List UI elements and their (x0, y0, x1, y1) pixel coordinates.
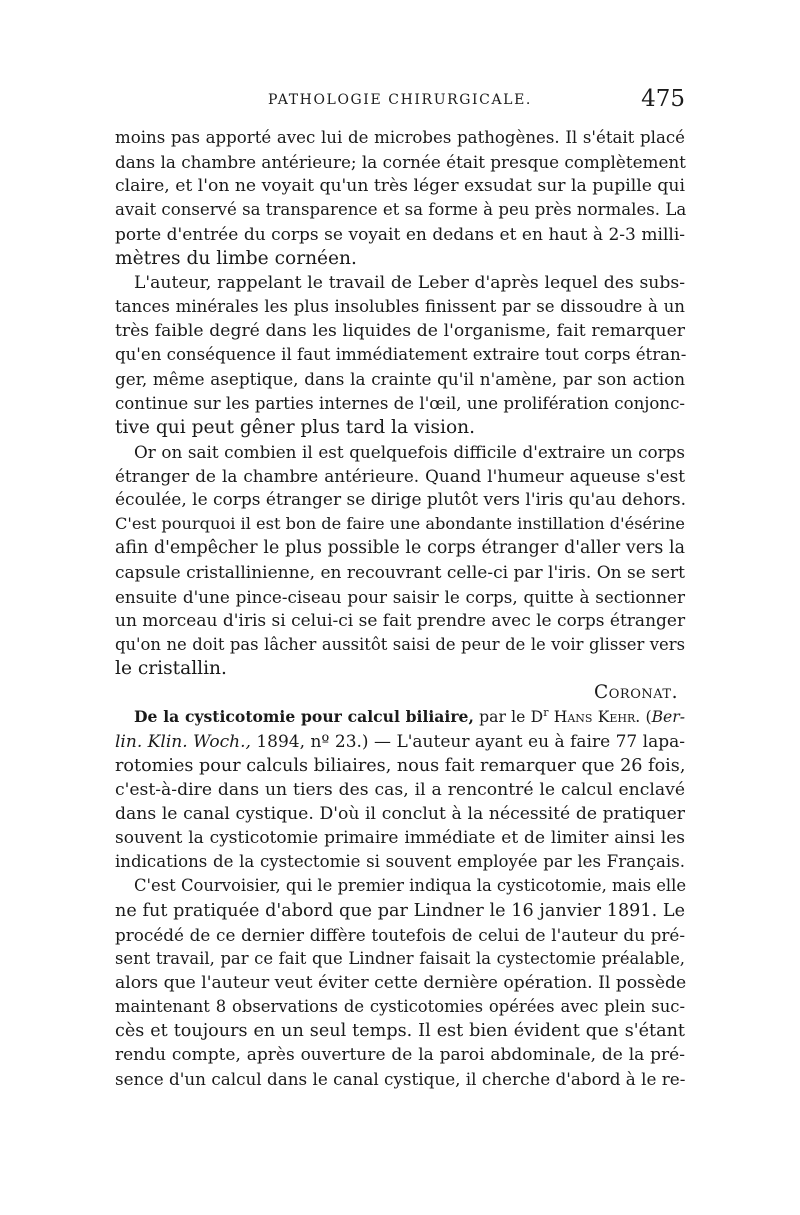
text-line: moins pas apporté avec lui de microbes pathogènes. Il s'était placé (115, 128, 685, 147)
text-line: avait conservé sa transparence et sa forme à peu près normales. La (115, 200, 687, 220)
text-line: écoulée, le corps étranger se dirige plutôt vers l'iris qu'au dehors. (115, 490, 687, 511)
author-name: Hans Kehr. (548, 708, 641, 727)
text-line: tive qui peut gêner plus tard la vision. (115, 416, 476, 438)
article-body (115, 126, 685, 1092)
text-line: qu'en conséquence il faut immédiatement extraire tout corps étran- (115, 345, 687, 365)
paragraph-2 (115, 271, 685, 440)
text-line: mètres du limbe cornéen. (115, 247, 357, 269)
text-line (115, 705, 685, 729)
text-line: cès et toujours en un seul temps. Il est bien évident que s'étant (115, 1021, 685, 1042)
journal-name: lin. Klin. Woch., (115, 731, 251, 752)
journal-name: Ber- (651, 708, 685, 727)
text-line: qu'on ne doit pas lâcher aussitôt saisi de peur de le voir glisser vers (115, 634, 685, 654)
paragraph-1 (115, 126, 685, 271)
text-line: continue sur les parties internes de l'œil, une prolifération conjonc- (115, 393, 685, 413)
article-title: De la cysticotomie pour calcul biliaire, (134, 707, 474, 727)
text-line: souvent la cysticotomie primaire immédiate et de limiter ainsi les (115, 828, 685, 849)
text-line: C'est Courvoisier, qui le premier indiqua la cysticotomie, mais elle (134, 876, 687, 896)
text-line: dans la chambre antérieure; la cornée était presque complètement (115, 152, 686, 173)
text-line: Or on sait combien il est quelquefois difficile d'extraire un corps (134, 441, 685, 462)
text-line: ensuite d'une pince-ciseau pour saisir le corps, quitte à sectionner (115, 586, 685, 607)
paragraph-4 (115, 705, 685, 874)
text-line: ger, même aseptique, dans la crainte qu'il n'amène, par son action (115, 369, 685, 390)
page-number: 475 (641, 86, 685, 112)
text-line: capsule cristallinienne, en recouvrant celle-ci par l'iris. On se sert (115, 562, 685, 583)
byline-prefix: par le D (473, 708, 544, 727)
text-line: indications de la cystectomie si souvent employée par les Français. (115, 852, 685, 872)
text-line: maintenant 8 observations de cysticotomies opérées avec plein suc- (115, 997, 685, 1017)
text-line (115, 730, 685, 754)
text-line: tances minérales les plus insolubles finissent par se dissoudre à un (115, 296, 685, 316)
running-title: PATHOLOGIE CHIRURGICALE. (268, 92, 532, 108)
text-line: très faible degré dans les liquides de l'organisme, fait remarquer (115, 321, 685, 342)
text-line: alors que l'auteur veut éviter cette dernière opération. Il possède (115, 972, 687, 993)
citation-open: ( (640, 708, 652, 727)
title-abbrev: r (543, 706, 549, 720)
paragraph-3 (115, 440, 685, 681)
text-line: dans le canal cystique. D'où il conclut à la nécessité de pratiquer (115, 803, 685, 824)
author-signature (115, 681, 685, 705)
signature-text: Coronat. (594, 682, 678, 704)
text-line: afin d'empêcher le plus possible le corps étranger d'aller vers la (115, 538, 685, 559)
text-line: rotomies pour calculs biliaires, nous fait remarquer que 26 fois, (115, 755, 686, 776)
text-line: porte d'entrée du corps se voyait en dedans et en haut à 2-3 milli- (115, 224, 685, 245)
running-head (115, 86, 685, 118)
text-line: un morceau d'iris si celui-ci se fait prendre avec le corps étranger (115, 610, 686, 631)
text-line: C'est pourquoi il est bon de faire une abondante instillation d'ésérine (115, 514, 685, 534)
text-line: ne fut pratiquée d'abord que par Lindner le 16 janvier 1891. Le (115, 900, 685, 921)
text-line: claire, et l'on ne voyait qu'un très léger exsudat sur la pupille qui (115, 176, 685, 197)
citation-rest: 1894, nº 23.) — L'auteur ayant eu à faire 77 lapa- (250, 731, 685, 752)
text-line: L'auteur, rappelant le travail de Leber d'après lequel des subs- (134, 272, 685, 293)
text-line: étranger de la chambre antérieure. Quand l'humeur aqueuse s'est (115, 465, 685, 486)
paragraph-5 (115, 874, 685, 1091)
text-line: rendu compte, après ouverture de la paroi abdominale, de la pré- (115, 1045, 685, 1066)
text-line: sent travail, par ce fait que Lindner faisait la cystectomie préalable, (115, 948, 685, 968)
text-line: le cristallin. (115, 658, 227, 680)
text-line: c'est-à-dire dans un tiers des cas, il a rencontré le calcul enclavé (115, 779, 685, 800)
text-line: procédé de ce dernier diffère toutefois de celui de l'auteur du pré- (115, 924, 685, 945)
text-line: sence d'un calcul dans le canal cystique, il cherche d'abord à le re- (115, 1069, 686, 1090)
